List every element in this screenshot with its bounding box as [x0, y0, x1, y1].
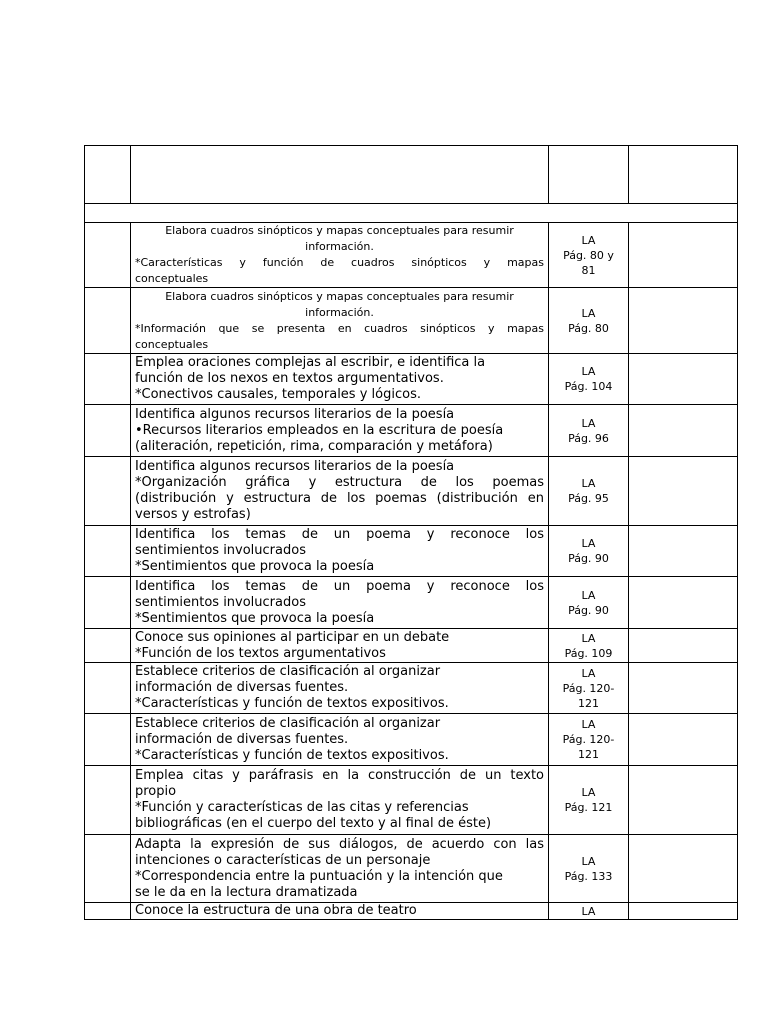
header-cell-1	[85, 146, 131, 204]
number-cell	[85, 223, 131, 288]
page-reference-line: 121	[578, 748, 599, 761]
table-row	[85, 223, 738, 288]
number-cell	[85, 714, 131, 766]
learning-cell	[131, 629, 549, 663]
page-reference-line: Pág. 120-	[562, 733, 615, 746]
page-reference-cell	[549, 835, 629, 903]
learning-cell	[131, 457, 549, 526]
learning-text-line: conceptuales	[135, 337, 209, 351]
learning-text-line: Conoce la estructura de una obra de teatro	[135, 903, 417, 918]
number-cell	[85, 288, 131, 354]
notes-cell	[629, 663, 738, 714]
table-row	[85, 457, 738, 526]
learning-text-line: *Sentimientos que provoca la poesía	[135, 559, 375, 574]
number-cell	[85, 903, 131, 920]
learning-cell	[131, 405, 549, 457]
page-reference-line: Pág. 90	[568, 552, 609, 565]
table-body	[85, 146, 738, 920]
learning-text-line: bibliográficas (en el cuerpo del texto y al final de éste)	[135, 816, 492, 831]
learning-text-line: versos y estrofas)	[135, 507, 251, 522]
learning-text-line: propio	[135, 784, 177, 799]
page-reference-cell	[549, 714, 629, 766]
page-reference-line: LA	[581, 631, 596, 645]
page-reference-line: Pág. 80	[568, 321, 609, 335]
learning-text-line: Identifica algunos recursos literarios de la poesía	[135, 459, 455, 474]
page-reference-line: Pág. 109	[564, 646, 613, 660]
notes-cell	[629, 526, 738, 577]
learning-text-line: función de los nexos en textos argumentativos.	[135, 371, 444, 386]
number-cell	[85, 354, 131, 405]
planning-table	[84, 145, 738, 920]
learning-text-line: Emplea citas y paráfrasis en la construcción de un texto	[135, 768, 544, 783]
page-reference-line: Pág. 121	[564, 801, 613, 814]
page-reference-line: Pág. 133	[564, 869, 613, 883]
page-reference-line: Pág. 80 y	[563, 248, 614, 262]
number-cell	[85, 835, 131, 903]
page-reference-cell	[549, 457, 629, 526]
page-reference-cell	[549, 526, 629, 577]
page-reference-line: Pág. 104	[564, 380, 613, 393]
learning-cell	[131, 766, 549, 835]
page-reference-cell	[549, 903, 629, 920]
page-reference-cell	[549, 663, 629, 714]
page-reference-line: 81	[581, 263, 596, 277]
learning-text-line: (distribución y estructura de los poemas (distribución en	[135, 491, 544, 506]
learning-text-line: sentimientos involucrados	[135, 543, 306, 558]
learning-text-line: *Características y función de textos expositivos.	[135, 696, 449, 711]
number-cell	[85, 663, 131, 714]
page-reference-line: LA	[581, 365, 596, 378]
table-row	[85, 629, 738, 663]
learning-text-line: Conoce sus opiniones al participar en un debate	[135, 629, 450, 645]
learning-text-line: *Función y características de las citas y referencias	[135, 800, 469, 815]
table-row	[85, 405, 738, 457]
learning-text-line: (aliteración, repetición, rima, comparación y metáfora)	[135, 438, 493, 454]
page-reference-line: LA	[581, 537, 596, 550]
notes-cell	[629, 903, 738, 920]
page-reference-line: LA	[581, 666, 596, 680]
learning-text-line: información de diversas fuentes.	[135, 680, 349, 695]
page-reference-line: 121	[578, 696, 599, 710]
table-row	[85, 766, 738, 835]
number-cell	[85, 457, 131, 526]
page-reference-line: LA	[581, 306, 596, 320]
learning-text-line: Establece criterios de clasificación al organizar	[135, 664, 441, 679]
learning-text-line: *Sentimientos que provoca la poesía	[135, 610, 375, 626]
notes-cell	[629, 577, 738, 629]
learning-text-line: Elabora cuadros sinópticos y mapas conceptuales para resumir	[165, 289, 514, 303]
page-reference-line: LA	[581, 416, 596, 430]
learning-cell	[131, 663, 549, 714]
header-cell-2	[131, 146, 549, 204]
table-row	[85, 577, 738, 629]
notes-cell	[629, 714, 738, 766]
learning-text-line: Adapta la expresión de sus diálogos, de acuerdo con las	[135, 836, 544, 852]
table-row	[85, 903, 738, 920]
table-row	[85, 288, 738, 354]
page-reference-line: LA	[581, 718, 596, 731]
spacer-cell	[85, 204, 738, 223]
learning-text-line: *Organización gráfica y estructura de los poemas	[135, 475, 544, 490]
learning-text-line: Identifica los temas de un poema y reconoce los	[135, 578, 544, 594]
page-reference-line: Pág. 96	[568, 431, 609, 445]
learning-text-line: Identifica los temas de un poema y reconoce los	[135, 527, 544, 542]
table-row	[85, 663, 738, 714]
learning-text-line: Identifica algunos recursos literarios de la poesía	[135, 406, 455, 422]
number-cell	[85, 629, 131, 663]
learning-text-line: *Características y función de cuadros sinópticos y mapas	[135, 256, 544, 269]
page-reference-cell	[549, 223, 629, 288]
page-reference-cell	[549, 288, 629, 354]
page-reference-cell	[549, 629, 629, 663]
table-row	[85, 526, 738, 577]
learning-cell	[131, 903, 549, 920]
learning-cell	[131, 835, 549, 903]
learning-text-line: *Función de los textos argumentativos	[135, 645, 386, 661]
page-reference-line: LA	[581, 477, 596, 490]
page-reference-line: LA	[581, 786, 596, 799]
number-cell	[85, 577, 131, 629]
learning-text-line: se le da en la lectura dramatizada	[135, 884, 358, 900]
learning-cell	[131, 223, 549, 288]
page-reference-line: Pág. 120-	[562, 681, 615, 695]
page-reference-line: LA	[581, 233, 596, 247]
learning-text-line: sentimientos involucrados	[135, 594, 306, 610]
learning-text-line: *Conectivos causales, temporales y lógicos.	[135, 387, 421, 402]
learning-text-line: *Correspondencia entre la puntuación y la intención que	[135, 868, 503, 884]
learning-cell	[131, 288, 549, 354]
learning-text-line: Emplea oraciones complejas al escribir, e identifica la	[135, 355, 486, 370]
header-cell-4	[629, 146, 738, 204]
spacer-row	[85, 204, 738, 223]
learning-cell	[131, 526, 549, 577]
learning-text-line: •Recursos literarios empleados en la escritura de poesía	[135, 422, 504, 438]
learning-text-line: información de diversas fuentes.	[135, 731, 349, 747]
page-reference-line: Pág. 90	[568, 603, 609, 617]
table-row	[85, 354, 738, 405]
page-reference-line: LA	[581, 854, 596, 868]
learning-text-line: Establece criterios de clasificación al organizar	[135, 715, 441, 731]
learning-cell	[131, 714, 549, 766]
page-reference-cell	[549, 766, 629, 835]
page-reference-line: LA	[581, 904, 596, 918]
notes-cell	[629, 457, 738, 526]
learning-text-line: Elabora cuadros sinópticos y mapas conceptuales para resumir	[165, 224, 514, 237]
learning-text-line: intenciones o características de un personaje	[135, 852, 431, 868]
notes-cell	[629, 288, 738, 354]
notes-cell	[629, 405, 738, 457]
notes-cell	[629, 766, 738, 835]
header-row	[85, 146, 738, 204]
number-cell	[85, 526, 131, 577]
page-reference-line: LA	[581, 588, 596, 602]
page-reference-line: Pág. 95	[568, 492, 609, 505]
number-cell	[85, 766, 131, 835]
learning-cell	[131, 577, 549, 629]
notes-cell	[629, 835, 738, 903]
page-reference-cell	[549, 577, 629, 629]
notes-cell	[629, 354, 738, 405]
notes-cell	[629, 223, 738, 288]
page-reference-cell	[549, 405, 629, 457]
learning-text-line: *Características y función de textos expositivos.	[135, 747, 449, 763]
table-row	[85, 835, 738, 903]
learning-cell	[131, 354, 549, 405]
table-row	[85, 714, 738, 766]
number-cell	[85, 405, 131, 457]
learning-text-line: conceptuales	[135, 272, 209, 285]
page-reference-cell	[549, 354, 629, 405]
learning-text-line: información.	[305, 240, 374, 253]
notes-cell	[629, 629, 738, 663]
header-cell-3	[549, 146, 629, 204]
learning-text-line: *Información que se presenta en cuadros sinópticos y mapas	[135, 321, 544, 335]
learning-text-line: información.	[305, 305, 374, 319]
